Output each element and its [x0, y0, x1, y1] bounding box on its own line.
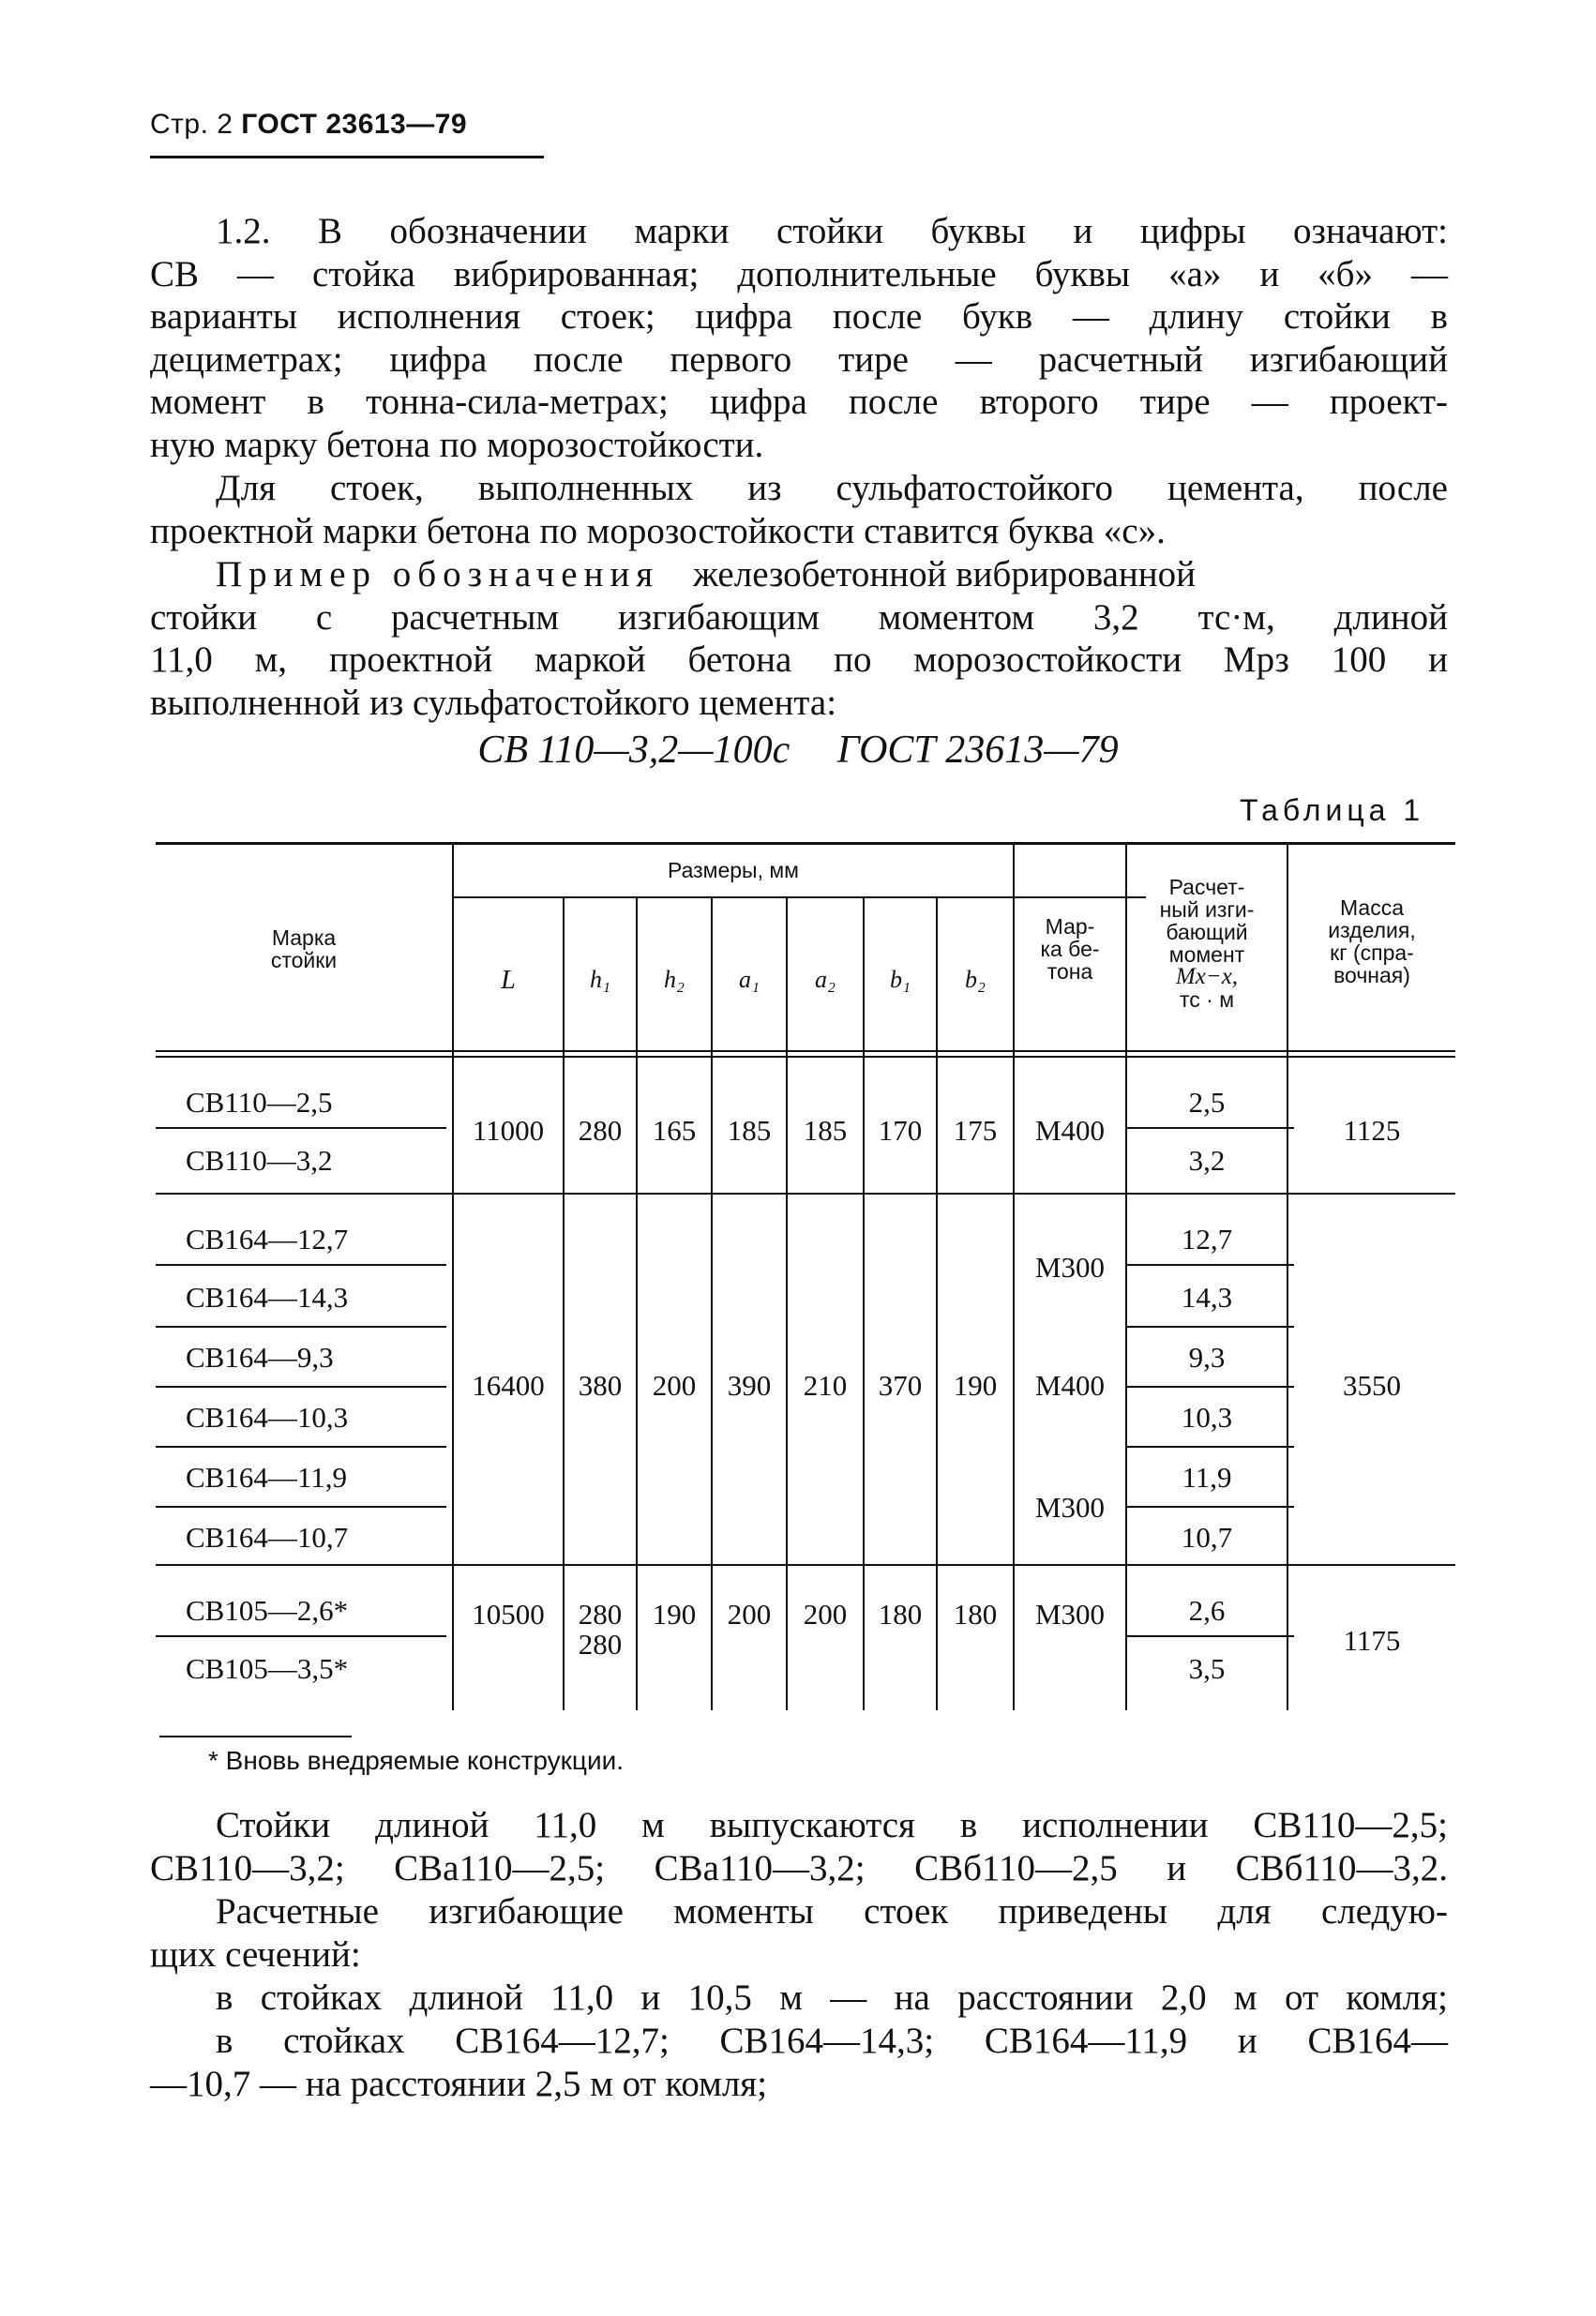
- col-rule: [786, 896, 788, 1710]
- text-line: в стойках СВ164—12,7; СВ164—14,3; СВ164—11,9 и СВ164—: [216, 2021, 1448, 2061]
- header-bottom-rule: [156, 1050, 1455, 1052]
- page-number: Стр. 2: [150, 109, 233, 140]
- text-line: [150, 553, 1448, 596]
- paragraph-section-1: [150, 1977, 1448, 2020]
- cell-moment: 10,3: [1181, 1401, 1233, 1434]
- text-line: ную марку бетона по морозостойкости.: [150, 424, 764, 465]
- table-1: [150, 838, 1455, 1738]
- example-lead-rest: железобетонной вибрированной: [684, 554, 1197, 594]
- paragraph-variants: [150, 1804, 1448, 1889]
- header-dims-group: Размеры, мм: [668, 858, 799, 882]
- text-line: СВ110—3,2; СВа110—2,5; СВа110—3,2; СВб110—2,5 и СВб110—3,2.: [150, 1847, 1448, 1888]
- header-dim-a2: a₂: [814, 966, 836, 993]
- cell-moment: 3,5: [1188, 1652, 1226, 1685]
- col-rule: [936, 896, 938, 1710]
- cell-concrete: М300: [1034, 1598, 1106, 1631]
- paragraph-designation: [150, 210, 1448, 467]
- header-mass: Масса изделия, кг (спра- вочная): [1328, 895, 1416, 987]
- row-rule: [1127, 1326, 1294, 1328]
- text-line: 11,0 м, проектной маркой бетона по морозостойкости Мрз 100 и: [150, 639, 1448, 681]
- row-mark: СВ164—10,7: [186, 1521, 349, 1554]
- text-line: стойки с расчетным изгибающим моментом 3,2 тс·м, длиной: [150, 596, 1448, 638]
- cell-h1: 380: [578, 1369, 623, 1402]
- cell-b2: 180: [953, 1598, 998, 1631]
- row-rule: [1127, 1386, 1294, 1388]
- paragraph-sulfate: [150, 467, 1448, 552]
- row-rule: [1127, 1635, 1294, 1637]
- table-title: Таблица 1: [1240, 793, 1425, 827]
- cell-concrete: М300: [1034, 1251, 1106, 1284]
- cell-moment: 10,7: [1181, 1521, 1233, 1554]
- header-moment: Расчет- ный изги- бающий момент Mx−x, тс · м: [1159, 875, 1255, 1012]
- cell-moment: 2,5: [1188, 1086, 1226, 1119]
- header-dim-b2: b₂: [964, 966, 986, 993]
- cell-b1: 180: [878, 1598, 923, 1631]
- example-lead: Пример обозначения: [216, 554, 660, 594]
- row-rule: [156, 1446, 446, 1448]
- cell-a2: 185: [803, 1114, 848, 1147]
- header-bottom-rule: [156, 1056, 1455, 1058]
- dims-group-rule: [454, 896, 1146, 898]
- row-mark: СВ164—9,3: [186, 1341, 334, 1374]
- cell-a1: 390: [727, 1369, 772, 1402]
- text-line: СВ — стойка вибрированная; дополнительные буквы «а» и «б» —: [150, 253, 1448, 294]
- text-line: варианты исполнения стоек; цифра после букв — длину стойки в: [150, 296, 1448, 338]
- text-line: щих сечений:: [150, 1933, 361, 1975]
- cell-h2: 190: [652, 1598, 697, 1631]
- cell-moment: 3,2: [1188, 1144, 1226, 1177]
- row-mark: СВ164—10,3: [186, 1401, 349, 1434]
- header-dim-b1: b₁: [889, 966, 911, 993]
- row-rule: [156, 1635, 446, 1637]
- cell-b1: 170: [878, 1114, 923, 1147]
- paragraph-section-2: [150, 2020, 1448, 2105]
- cell-a2: 200: [803, 1598, 848, 1631]
- cell-h1: 280: [578, 1628, 623, 1661]
- header-dim-h1: h₁: [589, 966, 611, 993]
- text-line: момент в тонна-сила-метрах; цифра после второго тире — проект-: [150, 382, 1448, 423]
- header-rule: [150, 156, 544, 158]
- row-rule: [156, 1264, 446, 1266]
- text-line: Расчетные изгибающие моменты стоек приведены для следую-: [216, 1891, 1448, 1932]
- col-rule: [863, 896, 865, 1710]
- paragraph-example: [150, 553, 1448, 724]
- col-rule: [636, 896, 638, 1710]
- cell-mass: 1175: [1343, 1624, 1401, 1657]
- cell-moment: 11,9: [1182, 1461, 1232, 1494]
- cell-moment: 14,3: [1181, 1281, 1233, 1314]
- row-rule: [1127, 1264, 1294, 1266]
- paragraph-moments: [150, 1890, 1448, 1976]
- row-rule: [156, 1506, 446, 1508]
- col-rule: [711, 896, 713, 1710]
- cell-b2: 190: [953, 1369, 998, 1402]
- cell-a1: 200: [727, 1598, 772, 1631]
- row-mark: СВ164—11,9: [186, 1461, 347, 1494]
- cell-b2: 175: [953, 1114, 998, 1147]
- cell-moment: 2,6: [1188, 1594, 1226, 1627]
- header-dim-a1: a₁: [738, 966, 760, 993]
- col-rule: [563, 896, 565, 1710]
- cell-L: 10500: [472, 1598, 545, 1631]
- row-mark: СВ105—3,5*: [186, 1652, 349, 1685]
- cell-mass: 3550: [1343, 1369, 1401, 1402]
- cell-concrete: М400: [1034, 1369, 1106, 1402]
- row-rule: [156, 1386, 446, 1388]
- row-mark: СВ164—14,3: [186, 1281, 349, 1314]
- example-designation: [0, 728, 1596, 773]
- text-line: Стойки длиной 11,0 м выпускаются в исполнении СВ110—2,5;: [216, 1805, 1448, 1845]
- row-rule: [156, 1326, 446, 1328]
- group-rule: [156, 1564, 1455, 1566]
- row-rule: [1127, 1506, 1294, 1508]
- cell-h1: 280: [578, 1114, 623, 1147]
- row-rule: [1127, 1127, 1294, 1129]
- row-mark: СВ105—2,6*: [186, 1594, 349, 1627]
- cell-a2: 210: [803, 1369, 848, 1402]
- text-line: выполненной из сульфатостойкого цемента:: [150, 682, 837, 723]
- row-mark: СВ110—3,2: [186, 1144, 333, 1177]
- cell-a1: 185: [727, 1114, 772, 1147]
- text-line: в стойках длиной 11,0 и 10,5 м — на расстоянии 2,0 м от комля;: [216, 1978, 1448, 2018]
- text-line: —10,7 — на расстоянии 2,5 м от комля;: [150, 2063, 768, 2104]
- text-line: Для стоек, выполненных из сульфатостойкого цемента, после: [216, 468, 1448, 508]
- cell-h2: 200: [652, 1369, 697, 1402]
- row-rule: [156, 1127, 446, 1129]
- footnote-rule: [159, 1736, 352, 1737]
- cell-concrete: М400: [1034, 1114, 1106, 1147]
- cell-concrete: М300: [1034, 1491, 1106, 1524]
- table-top-rule: [156, 842, 1455, 845]
- row-mark: СВ110—2,5: [186, 1086, 333, 1119]
- example-standard: ГОСТ 23613—79: [836, 729, 1119, 772]
- cell-h2: 165: [652, 1114, 697, 1147]
- cell-L: 16400: [472, 1369, 545, 1402]
- cell-mass: 1125: [1343, 1114, 1401, 1147]
- group-rule: [156, 1193, 1455, 1195]
- cell-moment: 9,3: [1188, 1341, 1226, 1374]
- header-dim-h2: h₂: [663, 966, 685, 993]
- row-rule: [1127, 1446, 1294, 1448]
- cell-L: 11000: [472, 1114, 545, 1147]
- cell-h1: 280: [578, 1598, 623, 1631]
- footnote: * Вновь внедряемые конструкции.: [208, 1746, 625, 1775]
- example-code: СВ 110—3,2—100с: [477, 729, 790, 772]
- page-header: [150, 109, 467, 141]
- text-line: 1.2. В обозначении марки стойки буквы и цифры означают:: [216, 211, 1448, 251]
- text-line: дециметрах; цифра после первого тире — расчетный изгибающий: [150, 338, 1448, 380]
- text-line: проектной марки бетона по морозостойкости ставится буква «с».: [150, 510, 1166, 551]
- standard-number: ГОСТ 23613—79: [241, 109, 468, 140]
- header-dim-L: L: [501, 966, 516, 995]
- header-concrete: Мар- ка бе- тона: [1040, 914, 1100, 984]
- header-mark: Марка стойки: [270, 925, 338, 972]
- row-mark: СВ164—12,7: [186, 1223, 349, 1256]
- cell-b1: 370: [878, 1369, 923, 1402]
- cell-moment: 12,7: [1181, 1223, 1233, 1256]
